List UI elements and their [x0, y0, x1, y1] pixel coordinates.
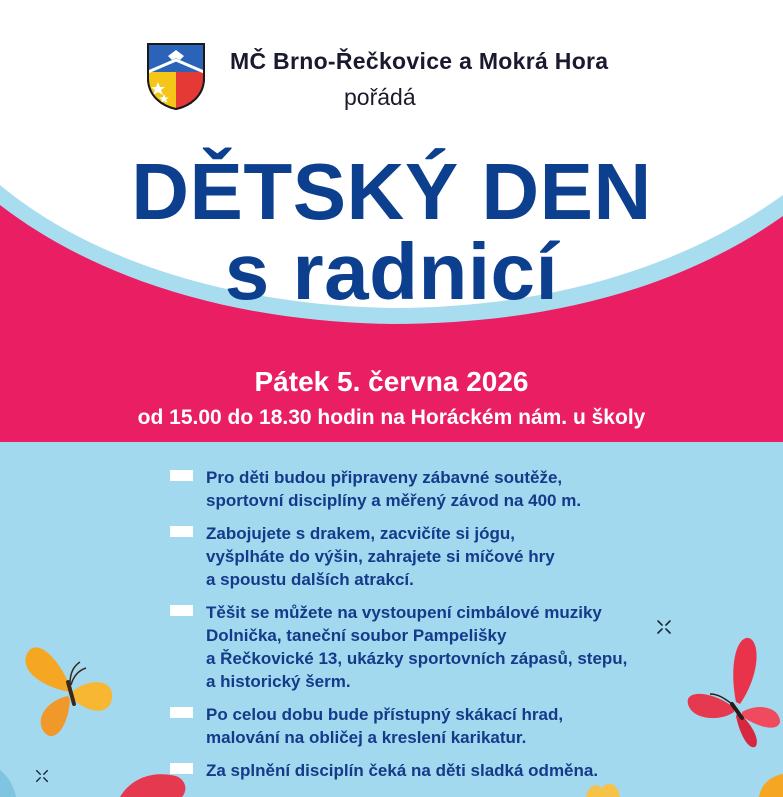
event-time-place: od 15.00 do 18.30 hodin na Horáckém nám. u školy	[137, 406, 646, 429]
activity-line: a historický šerm.	[206, 672, 351, 691]
bullet-bar-icon	[170, 526, 193, 537]
sparkle-icon	[655, 618, 673, 636]
activity-line: Pro děti budou připraveny zábavné soutěže,	[206, 468, 563, 487]
activity-line: sportovní disciplíny a měřený závod na 400 m.	[206, 491, 582, 510]
activity-item	[170, 703, 670, 749]
activity-line: malování na obličej a kreslení karikatur.	[206, 728, 527, 747]
bullet-bar-icon	[170, 470, 193, 481]
butterfly-red-icon	[680, 632, 783, 752]
activity-item	[170, 759, 670, 782]
shape-fragment-icon	[580, 780, 640, 797]
activity-line: vyšplháte do výšin, zahrajete si míčové hry	[206, 547, 555, 566]
event-title-line1: DĚTSKÝ DEN	[131, 147, 652, 236]
organizer-header	[146, 42, 706, 112]
activity-line: Zabojujete s drakem, zacvičíte si jógu,	[206, 524, 515, 543]
organizer-name: MČ Brno-Řečkovice a Mokrá Hora	[230, 48, 609, 74]
activity-item	[170, 466, 670, 512]
activity-line: a spoustu dalších atrakcí.	[206, 570, 414, 589]
event-title-line2: s radnicí	[224, 227, 559, 316]
shape-fragment-icon	[755, 770, 783, 797]
activity-item	[170, 601, 670, 693]
presents-label: pořádá	[344, 84, 416, 110]
activity-line: a Řečkovické 13, ukázky sportovních zápasů, stepu,	[206, 649, 628, 668]
activity-item	[170, 522, 670, 591]
shape-fragment-icon	[0, 760, 18, 797]
activity-line: Po celou dobu bude přístupný skákací hrad,	[206, 705, 564, 724]
activity-line: Dolnička, taneční soubor Pampelišky	[206, 626, 507, 645]
coat-of-arms-icon	[146, 42, 206, 110]
activity-list	[170, 466, 670, 792]
bullet-bar-icon	[170, 605, 193, 616]
sparkle-icon	[34, 768, 50, 784]
activity-line: Těšit se můžete na vystoupení cimbálové muziky	[206, 603, 602, 622]
bullet-bar-icon	[170, 707, 193, 718]
flower-fragment-icon	[120, 770, 190, 797]
butterfly-orange-icon	[18, 638, 118, 748]
activity-line: Za splnění disciplín čeká na děti sladká odměna.	[206, 761, 599, 780]
event-date: Pátek 5. června 2026	[254, 366, 529, 397]
